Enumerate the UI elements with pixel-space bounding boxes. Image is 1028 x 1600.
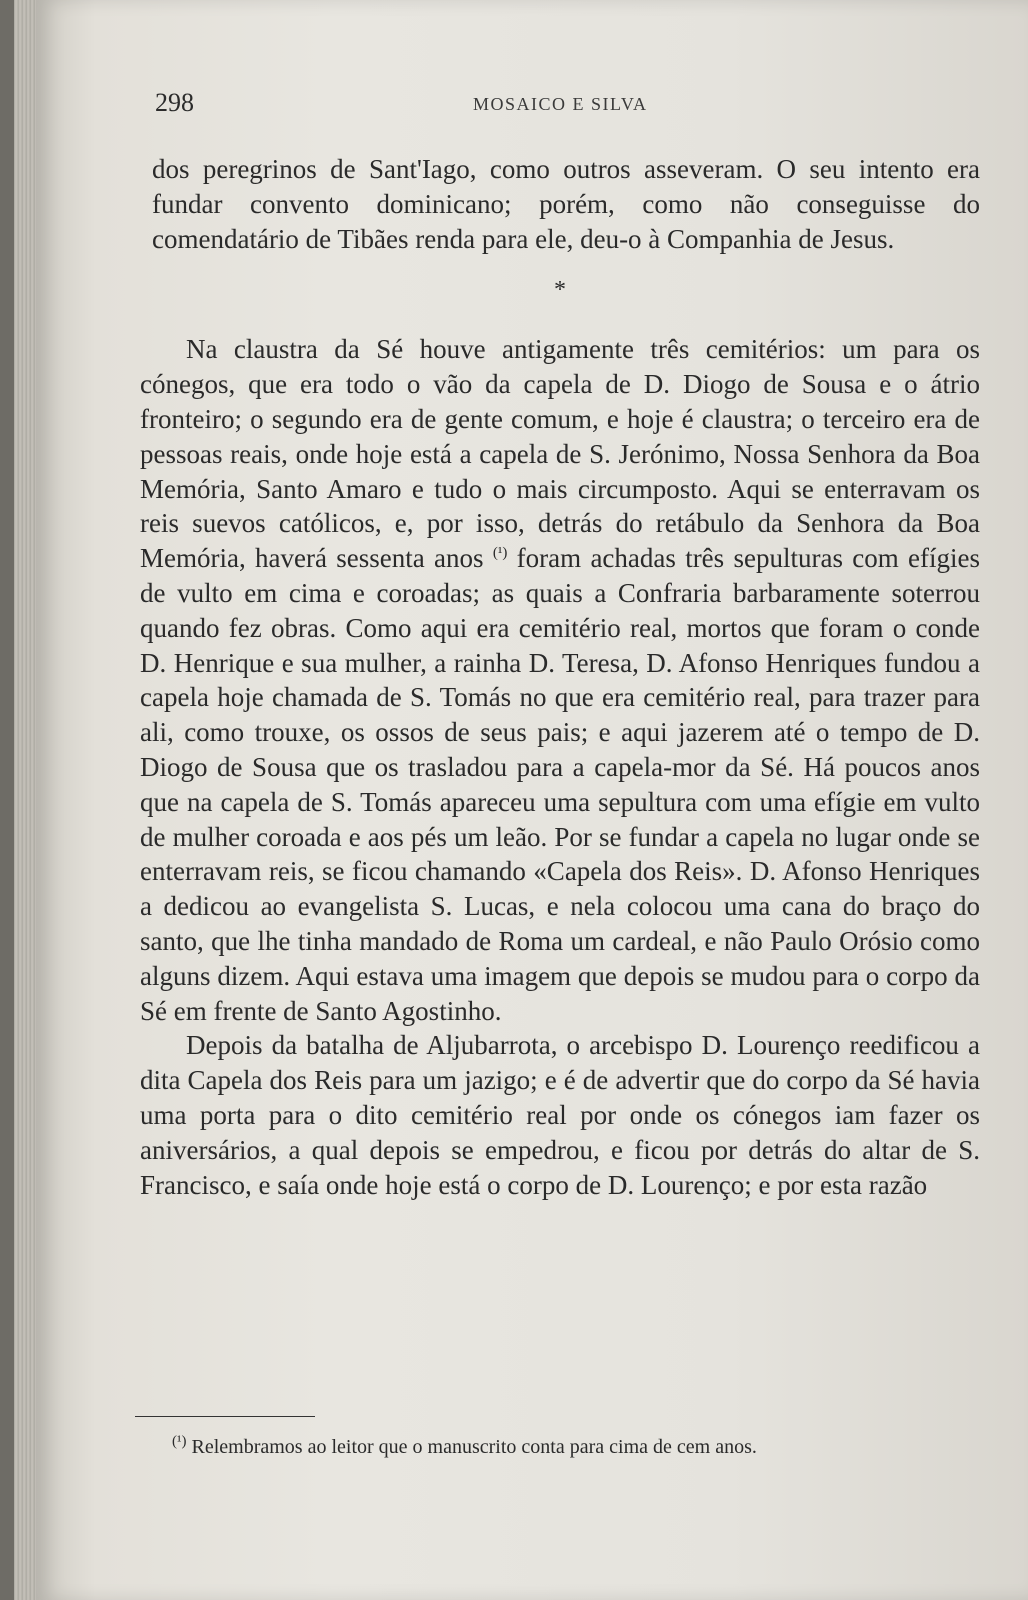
paragraph-claustra-part-a: Na claustra da Sé houve antigamente três cemitérios: um para os cónegos, que era todo o vão da capela de D. Diogo de Sousa e o átrio fronteiro; o segundo era de gente comum, e hoje é claustra; o terceiro era de pessoas reais, onde hoje está a capela de S. Jerónimo, Nossa Senhora da Boa Memória, Santo Amaro e tudo o mais circumposto. Aqui se enterravam os reis suevos católicos, e, por isso, detrás do retábulo da Senhora da Boa Memória, haverá sessenta anos <box>140 334 980 574</box>
page-number: 298 <box>155 88 194 117</box>
running-head: MOSAICO E SILVA <box>473 94 648 114</box>
footnote-rule <box>135 1416 315 1417</box>
footnote <box>172 1433 980 1459</box>
footnote-text: Relembramos ao leitor que o manuscrito conta para cima de cem anos. <box>191 1436 757 1458</box>
paragraph-continuation: dos peregrinos de Sant'Iago, como outros asseveram. O seu intento era fundar convento dominicano; porém, como não conseguisse do comendatário de Tibães renda para ele, deu-o à Companhia de Jesus. <box>152 154 980 254</box>
paragraph-claustra-part-b: foram achadas três sepulturas com efígies de vulto em cima e coroadas; as quais a Confraria barbaramente soterrou quando fez obras. Como aqui era cemitério real, mortos que foram o conde D. Henrique e sua mulher, a rainha D. Teresa, D. Afonso Henriques fundou a capela hoje chamada de S. Tomás no que era cemitério real, para trazer para ali, como trouxe, os ossos de seus pais; e aqui jazerem até o tempo de D. Diogo de Sousa que os trasladou para a capela-mor da Sé. Há poucos anos que na capela de S. Tomás apareceu uma sepultura com uma efígie em vulto de mulher coroada e aos pés um leão. Por se fundar a capela no lugar onde se enterravam reis, se ficou chamando «Capela dos Reis». D. Afonso Henriques a dedicou ao evangelista S. Lucas, e nela colocou uma cana do braço do santo, que lhe tinha mandado de Roma um cardeal, e não Paulo Orósio como alguns dizem. Aqui estava uma imagem que depois se mudou para o corpo da Sé em frente de Santo Agostinho. <box>140 543 981 1026</box>
page-header <box>155 88 975 128</box>
paragraph-claustra <box>140 332 980 1028</box>
body-text <box>140 152 980 1202</box>
page-edge <box>14 0 36 1600</box>
section-separator: * <box>554 277 566 304</box>
paragraph-aljubarrota: Depois da batalha de Aljubarrota, o arcebispo D. Lourenço reedificou a dita Capela dos Reis para um jazigo; e é de advertir que do corpo da Sé havia uma porta para o dito cemitério real por onde os cónegos iam fazer os aniversários, a qual depois se empedrou, e ficou por detrás do altar de S. Francisco, e saía onde hoje está o corpo de D. Lourenço; e por esta razão <box>140 1030 980 1200</box>
footnote-marker: (¹) <box>172 1433 187 1450</box>
footnote-reference: (¹) <box>492 545 508 562</box>
